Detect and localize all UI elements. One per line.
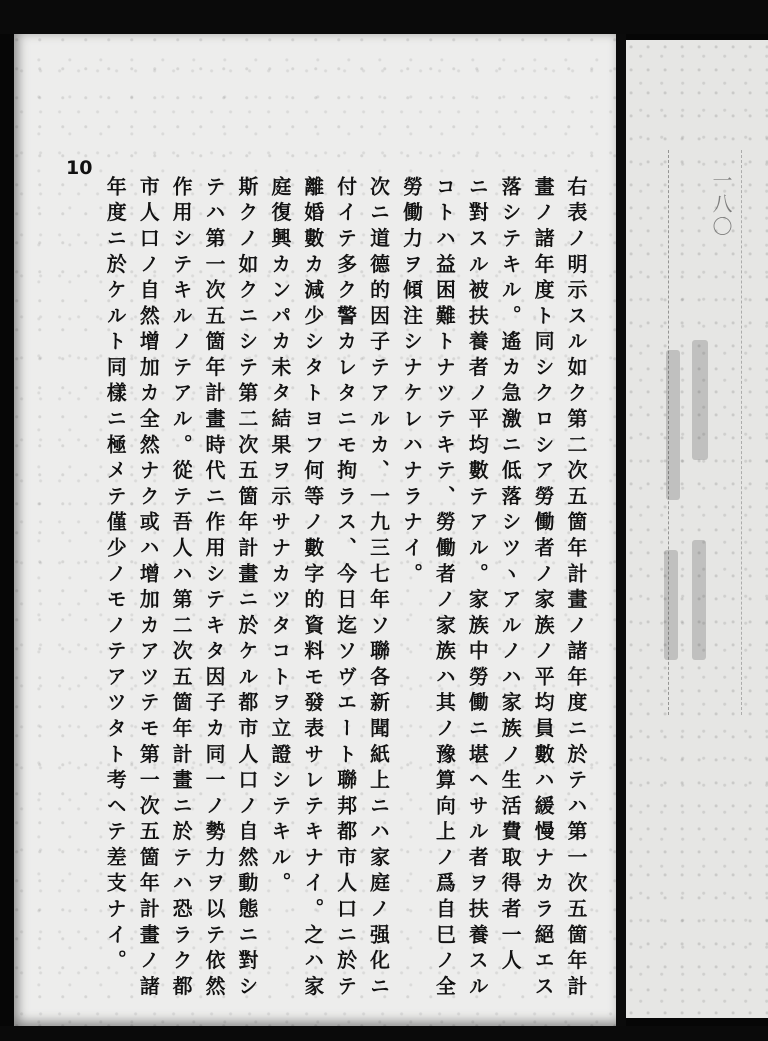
text-line-13: 作用シテキルノテアル。從テ吾人ハ第二次五箇年計畫ニ於テハ恐ラク都 — [169, 176, 194, 1002]
faint-print-mark — [664, 550, 678, 660]
text-line-9: 離婚數カ減少シタトヨフ何等ノ數字的資料モ發表サレテキナイ。之ハ家 — [300, 176, 325, 1002]
text-line-10: 庭復興カンパカ未タ結果ヲ示サナカツタコトヲ立證シテキル。 — [267, 176, 292, 899]
bottom-scan-border — [0, 1026, 768, 1041]
text-line-2: 畫ノ諸年度ト同シクロシア勞働者ノ家族ノ平均員數ハ緩慢ナカラ絕エス — [531, 176, 556, 1002]
text-line-3: 落シテキル。遙カ急激ニ低落シツヽアルノハ家族ノ生活費取得者一人 — [498, 176, 523, 976]
facing-page-number: 一八〇 — [709, 170, 733, 239]
text-line-7: 次ニ道德的因子テアルカ、一九三七年ソ聯各新聞紙上ニハ家庭ノ强化ニ — [366, 176, 391, 1002]
text-line-15: 年度ニ於ケルト同樣ニ極メテ僅少ノモノテアツタト考ヘテ差支ナイ。 — [103, 176, 128, 976]
faint-print-mark — [692, 340, 708, 460]
text-line-11: 斯クノ如クニシテ第二次五箇年計畫ニ於ケル都市人口ノ自然動態ニ對シ — [234, 176, 259, 1002]
text-line-6: 勞働力ヲ傾注シナケレハナラナイ。 — [399, 176, 424, 589]
text-line-5: コトハ益困難トナツテキテ、勞働者ノ家族ハ其ノ豫算向上ノ爲自巳ノ全 — [432, 176, 457, 1002]
text-line-4: ニ對スル被扶養者ノ平均數テアル。家族中勞働ニ堪ヘサル者ヲ扶養スル — [465, 176, 490, 1002]
text-line-12: テハ第一次五箇年計畫時代ニ作用シテキタ因子カ同一ノ勢力ヲ以テ依然 — [202, 176, 227, 1002]
text-line-1: 右表ノ明示スル如ク第二次五箇年計畫ノ諸年度ニ於テハ第一次五箇年計 — [564, 176, 588, 1002]
facing-page-marks — [636, 150, 756, 710]
body-text-vertical — [72, 176, 592, 1002]
page-number: 10 — [66, 157, 93, 179]
text-line-8: 付イテ多ク警カレタニモ拘ラス、今日迄ソヴエート聯邦都市人口ニ於テ — [333, 176, 358, 1002]
book-spine-gutter — [616, 34, 626, 1041]
text-line-14: 市人口ノ自然增加カ全然ナク或ハ增加カアツテモ第一次五箇年計畫ノ諸 — [136, 176, 161, 1002]
top-scan-border — [0, 0, 768, 34]
faint-print-mark — [692, 540, 706, 660]
faint-print-mark — [666, 350, 680, 500]
